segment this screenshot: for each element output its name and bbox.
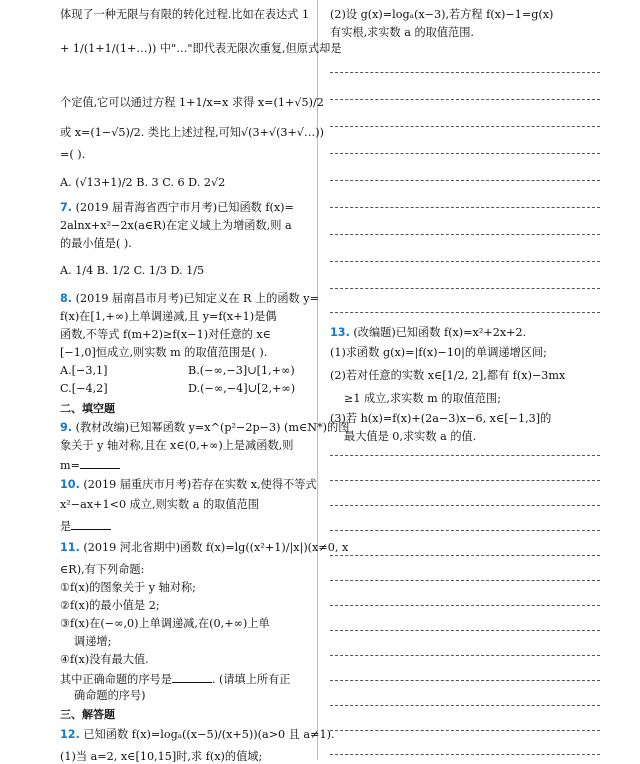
q11-tail2: 确命题的序号) <box>74 689 146 702</box>
q11-item: ③f(x)在(−∞,0)上单调递减,在(0,+∞)上单 <box>60 617 270 630</box>
q11-tail1 <box>60 671 291 687</box>
answer-line[interactable] <box>330 754 600 755</box>
answer-line[interactable] <box>330 126 600 127</box>
text-line: 个定值,它可以通过方程 1+1/x=x 求得 x=(1+√5)/2 <box>60 96 324 109</box>
q13-part2b: ≥1 成立,求实数 m 的取值范围; <box>344 392 501 405</box>
q13-part2a: (2)若对任意的实数 x∈[1/2, 2],都有 f(x)−3mx <box>330 369 566 382</box>
q11-number: 11. <box>60 541 80 554</box>
q7-line3: 的最小值是( ). <box>60 237 132 250</box>
q11-line1 <box>60 541 348 555</box>
text-line: =( ). <box>60 148 86 161</box>
q8-option-d: D.(−∞,−4]∪[2,+∞) <box>188 382 296 395</box>
q10-line2: x²−ax+1<0 成立,则实数 a 的取值范围 <box>60 498 259 511</box>
q8-option-c: C.[−4,2] <box>60 382 108 395</box>
answer-line[interactable] <box>330 530 600 531</box>
answer-line[interactable] <box>330 505 600 506</box>
q9-number: 9. <box>60 421 73 434</box>
q13-part1: (1)求函数 g(x)=|f(x)−10|的单调递增区间; <box>330 346 547 359</box>
q13-line1 <box>330 326 526 340</box>
q9-text: 已知幂函数 y=x^(p²−2p−3) (m∈N*)的图 <box>129 421 350 434</box>
answer-line[interactable] <box>330 555 600 556</box>
q7-line2: 2alnx+x²−2x(a∈R)在定义域上为增函数,则 a <box>60 219 292 232</box>
q10-source: (2019 届重庆市月考) <box>83 478 192 491</box>
q11-item: ②f(x)的最小值是 2; <box>60 599 160 612</box>
q9-line2: 象关于 y 轴对称,且在 x∈(0,+∞)上是减函数,则 <box>60 439 294 452</box>
q10-answer-blank[interactable] <box>71 518 111 530</box>
q11-answer-blank[interactable] <box>172 671 212 683</box>
answer-line[interactable] <box>330 180 600 181</box>
answer-line[interactable] <box>330 234 600 235</box>
answer-line[interactable] <box>330 680 600 681</box>
answer-line[interactable] <box>330 480 600 481</box>
q8-line2: f(x)在[1,+∞)上单调递减,且 y=f(x+1)是偶 <box>60 310 277 323</box>
q11-item: 调递增; <box>74 635 112 648</box>
q9-source: (教材改编) <box>75 421 130 434</box>
q9-prompt: m= <box>60 459 80 472</box>
q10-text: 若存在实数 x,使得不等式 <box>191 478 317 491</box>
q11-text: 函数 f(x)=lg((x²+1)/|x|)(x≠0, x <box>180 541 349 554</box>
q11-tail-text2: . (请填上所有正 <box>211 673 291 686</box>
q7-source: (2019 届青海省西宁市月考) <box>75 201 218 214</box>
q13-text: 已知函数 f(x)=x²+2x+2. <box>395 326 527 339</box>
q9-line1 <box>60 421 349 435</box>
q11-source: (2019 河北省期中) <box>83 541 181 554</box>
answer-line[interactable] <box>330 705 600 706</box>
q7-options: A. 1/4 B. 1/2 C. 1/3 D. 1/5 <box>60 264 205 277</box>
q13-number: 13. <box>330 326 350 339</box>
q10-line3 <box>60 518 111 534</box>
q8-source: (2019 届南昌市月考) <box>75 292 184 305</box>
q10-prompt: 是 <box>60 520 72 533</box>
q11-tail-text: 其中正确命题的序号是 <box>60 673 172 686</box>
text-line: 体现了一种无限与有限的转化过程.比如在表达式 1 <box>60 8 310 21</box>
q8-text: 已知定义在 R 上的函数 y= <box>183 292 319 305</box>
answer-line[interactable] <box>330 580 600 581</box>
q8-line3: 函数,不等式 f(m+2)≥f(x−1)对任意的 x∈ <box>60 328 271 341</box>
answer-line[interactable] <box>330 630 600 631</box>
q6-options: A. (√13+1)/2 B. 3 C. 6 D. 2√2 <box>60 176 226 189</box>
q7-number: 7. <box>60 201 73 214</box>
answer-line[interactable] <box>330 288 600 289</box>
q8-number: 8. <box>60 292 73 305</box>
answer-line[interactable] <box>330 207 600 208</box>
q8-option-a: A.[−3,1] <box>60 364 108 377</box>
q11-line2: ∈R),有下列命题: <box>60 563 145 576</box>
q13-source: (改编题) <box>353 326 396 339</box>
answer-line[interactable] <box>330 655 600 656</box>
answer-line[interactable] <box>330 605 600 606</box>
text-line: 或 x=(1−√5)/2. 类比上述过程,可知√(3+√(3+√…)) <box>60 126 324 139</box>
section-answer: 三、解答题 <box>60 708 115 721</box>
q9-line3 <box>60 457 120 473</box>
q8-line4: [−1,0]恒成立,则实数 m 的取值范围是( ). <box>60 346 268 359</box>
q12-text: 已知函数 f(x)=logₐ((x−5)/(x+5))(a>0 且 a≠1). <box>83 728 335 741</box>
section-fill-in: 二、填空题 <box>60 402 115 415</box>
q8-line1 <box>60 292 319 306</box>
q13-part3b: 最大值是 0,求实数 a 的值. <box>344 430 477 443</box>
q10-number: 10. <box>60 478 80 491</box>
q13-part3a: (3)若 h(x)=f(x)+(2a−3)x−6, x∈[−1,3]的 <box>330 412 552 425</box>
q7-line1 <box>60 201 294 215</box>
answer-line[interactable] <box>330 261 600 262</box>
answer-line[interactable] <box>330 99 600 100</box>
q12-part2-line2: 有实根,求实数 a 的取值范围. <box>330 26 474 39</box>
q9-answer-blank[interactable] <box>80 457 120 469</box>
answer-line[interactable] <box>330 72 600 73</box>
text-line: + 1/(1+1/(1+…)) 中"…"即代表无限次重复,但原式却是 <box>60 42 342 55</box>
q8-option-b: B.(−∞,−3]∪[1,+∞) <box>188 364 295 377</box>
q11-item: ①f(x)的图象关于 y 轴对称; <box>60 581 196 594</box>
q10-line1 <box>60 478 317 492</box>
q12-part2-line1: (2)设 g(x)=logₐ(x−3),若方程 f(x)−1=g(x) <box>330 8 554 21</box>
q12-number: 12. <box>60 728 80 741</box>
answer-line[interactable] <box>330 153 600 154</box>
q12-line1 <box>60 728 335 742</box>
answer-line[interactable] <box>330 312 600 313</box>
column-divider <box>317 0 318 760</box>
q12-line2: (1)当 a=2, x∈[10,15]时,求 f(x)的值域; <box>60 750 263 763</box>
q11-item: ④f(x)没有最大值. <box>60 653 149 666</box>
answer-line[interactable] <box>330 455 600 456</box>
q7-text: 已知函数 f(x)= <box>217 201 294 214</box>
answer-line[interactable] <box>330 730 600 731</box>
